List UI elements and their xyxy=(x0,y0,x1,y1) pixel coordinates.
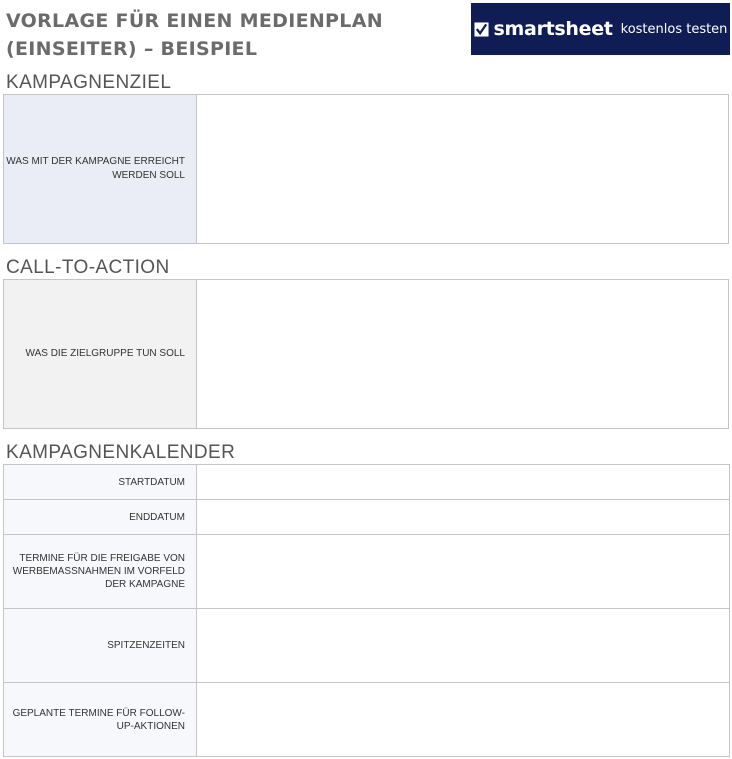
calendar-row-start-date xyxy=(4,465,730,500)
campaign-goal-box xyxy=(3,94,729,244)
calendar-label-start-date: STARTDATUM xyxy=(4,465,197,500)
calendar-input-peak-times[interactable] xyxy=(197,609,730,683)
calendar-label-approval-dates: TERMINE FÜR DIE FREIGABE VON WERBEMASSNAHMEN IM VORFELD DER KAMPAGNE xyxy=(4,535,197,609)
calendar-input-end-date[interactable] xyxy=(197,500,730,535)
call-to-action-box xyxy=(3,279,729,429)
calendar-input-follow-up[interactable] xyxy=(197,683,730,757)
page-title-line-1: VORLAGE FÜR EINEN MEDIENPLAN xyxy=(6,10,383,32)
calendar-row-follow-up xyxy=(4,683,730,757)
call-to-action-label: WAS DIE ZIELGRUPPE TUN SOLL xyxy=(4,280,197,428)
section-title-call-to-action: CALL-TO-ACTION xyxy=(6,257,170,278)
calendar-row-approval-dates xyxy=(4,535,730,609)
call-to-action-input[interactable] xyxy=(197,280,728,428)
campaign-goal-input[interactable] xyxy=(197,95,728,243)
section-title-campaign-goal: KAMPAGNENZIEL xyxy=(6,72,172,93)
campaign-calendar-table xyxy=(3,464,730,757)
page-title-line-2: (EINSEITER) – BEISPIEL xyxy=(6,38,258,60)
page-title xyxy=(6,7,446,63)
brand-name: smartsheet xyxy=(493,18,613,40)
calendar-label-follow-up: GEPLANTE TERMINE FÜR FOLLOW-UP-AKTIONEN xyxy=(4,683,197,757)
calendar-row-end-date xyxy=(4,500,730,535)
section-title-calendar: KAMPAGNENKALENDER xyxy=(6,442,236,463)
banner-tagline: kostenlos testen xyxy=(620,21,728,37)
calendar-row-peak-times xyxy=(4,609,730,683)
calendar-label-peak-times: SPITZENZEITEN xyxy=(4,609,197,683)
smartsheet-try-free-banner[interactable] xyxy=(471,3,730,55)
calendar-label-end-date: ENDDATUM xyxy=(4,500,197,535)
campaign-goal-label: WAS MIT DER KAMPAGNE ERREICHT WERDEN SOLL xyxy=(4,95,197,243)
calendar-input-start-date[interactable] xyxy=(197,465,730,500)
smartsheet-check-logo-icon xyxy=(474,22,489,37)
calendar-input-approval-dates[interactable] xyxy=(197,535,730,609)
